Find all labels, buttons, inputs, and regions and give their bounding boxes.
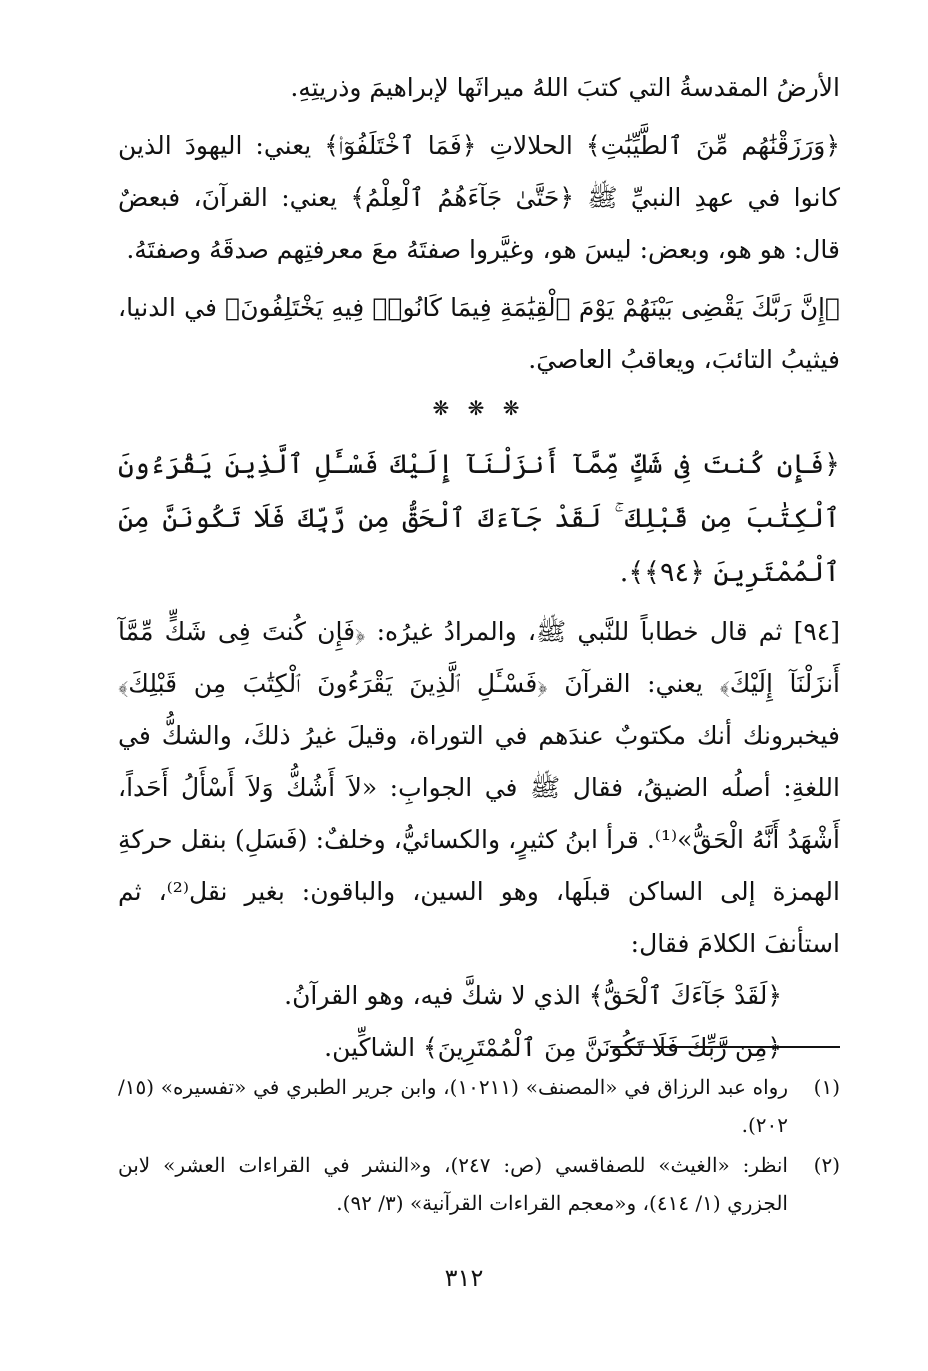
paragraph-94-commentary: [٩٤] ثم قال خطاباً للنَّبي ﷺ، والمرادُ غيرُه: ﴿فَإِن كُنتَ فِى شَكٍّ مِّمَّآ أَنزَلْنَآ إِلَيْكَ﴾ يعني: القرآنَ ﴿فَسْـَٔلِ ٱلَّذِينَ يَقْرَءُونَ ٱلْكِتَٰبَ مِن قَبْلِكَ﴾ فيخبرونك أنك مكتوبٌ عندَهم في التوراة، وقيلَ غيرُ ذلكَ، والشكُّ في اللغةِ: أصلُه الضيقُ، فقال ﷺ في الجوابِ: «لاَ أَشُكُّ وَلاَ أَسْأَلُ أَحَداً، أَشْهَدُ أَنَّهُ الْحَقُّ»⁽¹⁾. قرأ ابنُ كثيرٍ، والكسائيُّ، وخلفٌ: (فَسَلِ) بنقل حركةِ الهمزة إلى الساكن قبلَها، وهو السين، والباقون: بغير نقل⁽²⁾، ثم استأنفَ الكلامَ فقال: — [118, 617, 840, 958]
verse-94: ﴿فَإِن كُنتَ فِى شَكٍّ مِّمَّآ أَنزَلْنَآ إِلَيْكَ فَسْـَٔلِ ٱلَّذِينَ يَقْرَءُونَ ٱلْكِتَٰبَ مِن قَبْلِكَ ۚ لَقَدْ جَآءَكَ ٱلْحَقُّ مِن رَّبِّكَ فَلَا تَكُونَنَّ مِنَ ٱلْمُمْتَرِينَ ﴿٩٤﴾﴾. — [118, 449, 840, 588]
footnote-divider — [610, 1046, 840, 1048]
paragraph-6: ﴿مِن رَّبِّكَ فَلَا تَكُونَنَّ مِنَ ٱلْمُمْتَرِينَ﴾ الشاكِّين. — [324, 1033, 782, 1062]
footnote-1 — [118, 1068, 840, 1144]
footnote-number: (١) — [813, 1075, 840, 1099]
footnote-number: (٢) — [813, 1153, 840, 1177]
paragraph-2: ﴿وَرَزَقْنَٰهُم مِّنَ ٱلطَّيِّبَٰتِ﴾ الحلالاتِ ﴿فَمَا ٱخْتَلَفُوٓا۟﴾ يعني: اليهودَ الذين كانوا في عهدِ النبيِّ ﷺ ﴿حَتَّىٰ جَآءَهُمُ ٱلْعِلْمُ﴾ يعني: القرآنَ، فبعضٌ قال: هو هو، وبعض: ليسَ هو، وغيَّروا صفتَهُ معَ معرفتِهم صدقَهُ وصفتَهُ. — [118, 131, 840, 264]
footnote-text: رواه عبد الرزاق في «المصنف» (١٠٢١١)، وابن جرير الطبري في «تفسيره» (١٥/ ٢٠٢). — [118, 1075, 788, 1137]
paragraph-5: ﴿لَقَدْ جَآءَكَ ٱلْحَقُّ﴾ الذي لا شكَّ فيه، وهو القرآنُ. — [284, 981, 782, 1010]
paragraph-3: ﴿إِنَّ رَبَّكَ يَقْضِى بَيْنَهُمْ يَوْمَ ٱلْقِيَٰمَةِ فِيمَا كَانُوا۟ فِيهِ يَخْتَلِفُونَ﴾ في الدنيا، فيثيبُ التائبَ، ويعاقبُ العاصيَ. — [118, 293, 840, 374]
section-separator: ❋ ❋ ❋ — [432, 396, 526, 420]
footnote-2 — [118, 1146, 840, 1222]
footnote-text: انظر: «الغيث» للصفاقسي (ص: ٢٤٧)، و«النشر في القراءات العشر» لابن الجزري (١/ ٤١٤)، و«معجم القراءات القرآنية» (٣/ ٩٢). — [118, 1153, 788, 1215]
paragraph-1: الأرضُ المقدسةُ التي كتبَ اللهُ ميراثَها لإبراهيمَ وذريتِهِ. — [290, 73, 840, 102]
main-text — [118, 62, 840, 1074]
page-number: ٣١٢ — [444, 1264, 484, 1292]
footnotes — [118, 1068, 840, 1224]
